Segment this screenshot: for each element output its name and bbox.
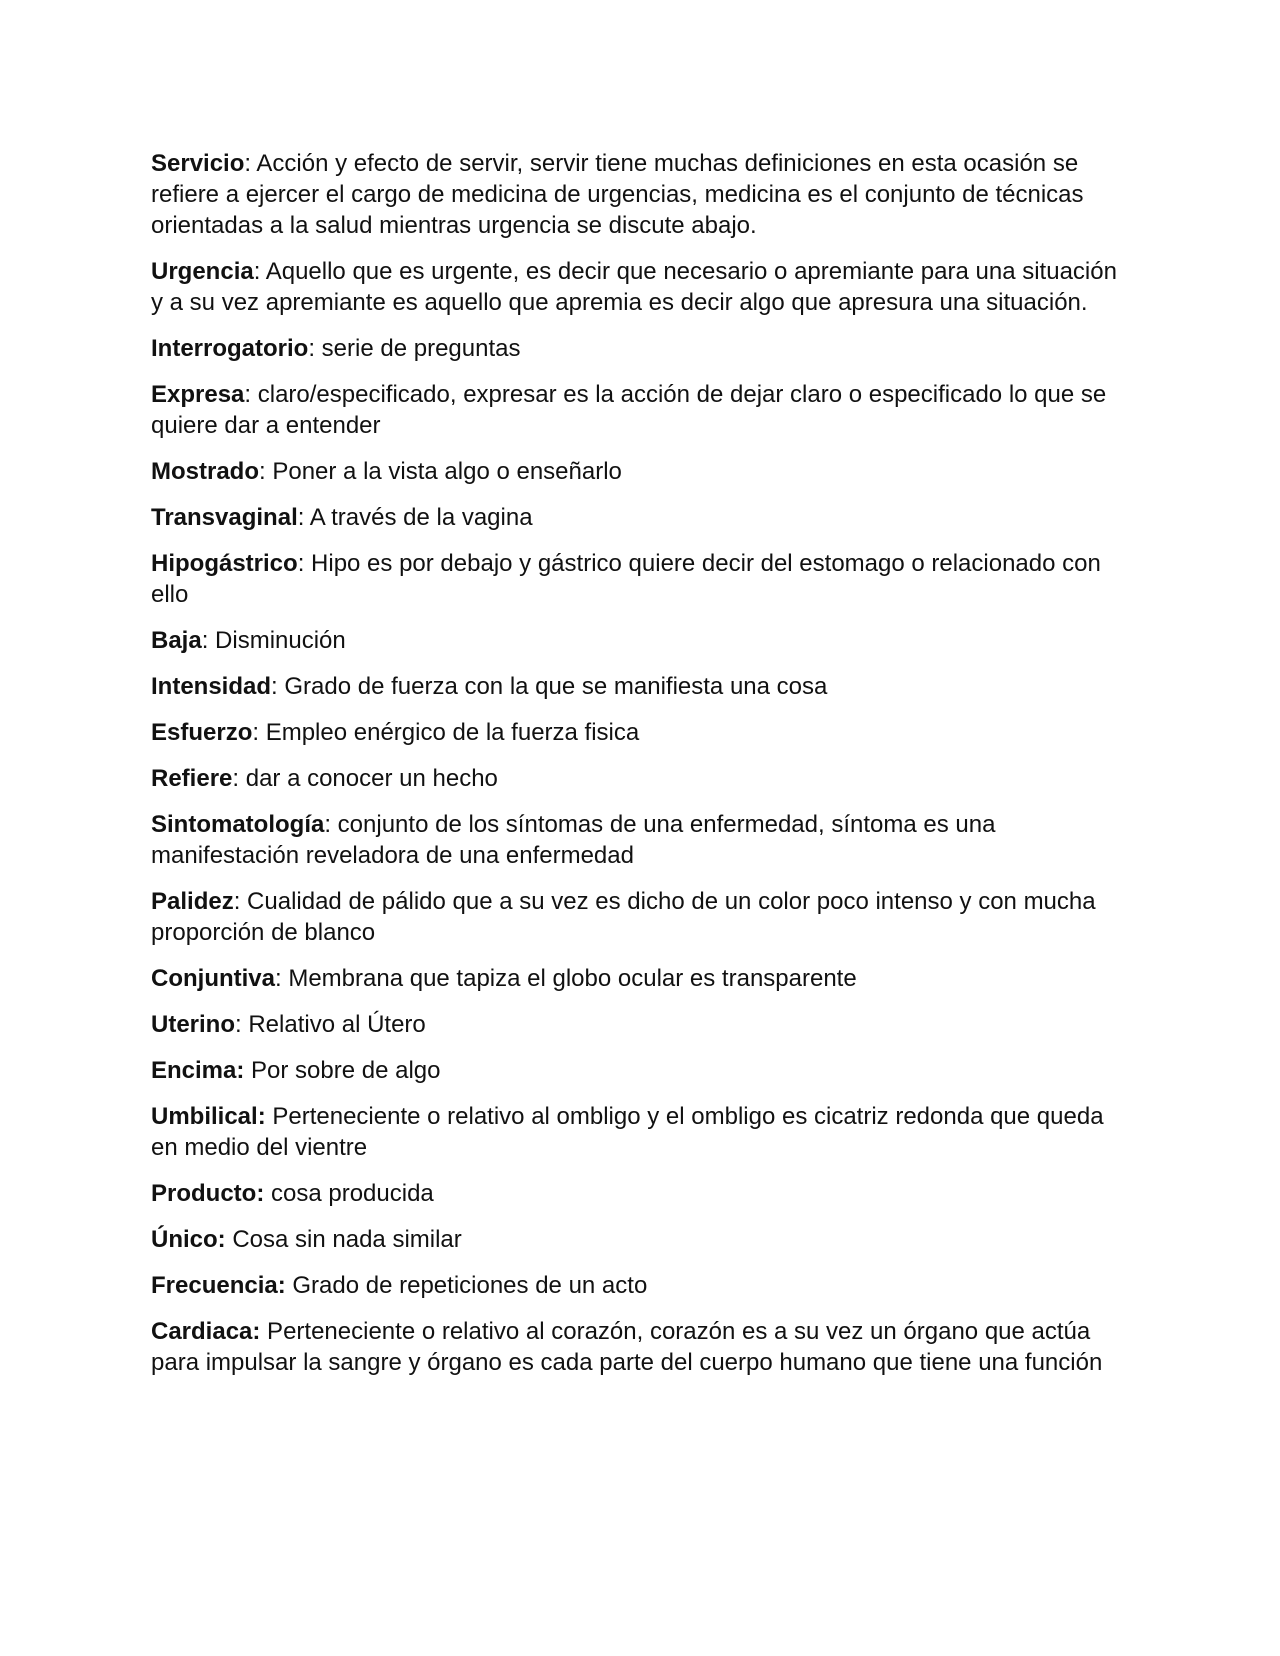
glossary-term: Palidez [151,888,234,915]
glossary-definition: serie de preguntas [315,335,521,362]
term-separator: : [271,673,278,700]
glossary-definition: Grado de repeticiones de un acto [285,1272,648,1299]
glossary-term: Frecuencia: [151,1272,286,1299]
term-separator: : [297,550,305,577]
glossary-definition: Acción y efecto de servir, servir tiene muchas definiciones en esta ocasión se refiere a ejercer el cargo de medicina de urgencias, medicina es el conjunto de técnicas orientadas a la salud mientras urgencia se discute abajo. [151,150,1084,239]
glossary-entry [151,1178,1130,1209]
glossary-term: Expresa [151,381,245,408]
term-separator: : [259,458,266,485]
glossary-entry [151,763,1130,794]
term-separator: : [235,1011,242,1038]
glossary-definition: Grado de fuerza con la que se manifiesta una cosa [277,673,828,700]
glossary-definition: claro/especificado, expresar es la acción de dejar claro o especificado lo que se quiere dar a entender [151,381,1107,439]
glossary-entry [151,333,1130,364]
glossary-entry [151,809,1130,871]
glossary-definition: Perteneciente o relativo al ombligo y el ombligo es cicatriz redonda que queda en medio del vientre [151,1103,1104,1161]
glossary-definition: Hipo es por debajo y gástrico quiere decir del estomago o relacionado con ello [151,550,1101,608]
term-separator: : [201,627,209,654]
glossary-term: Interrogatorio [151,335,309,362]
glossary-entry [151,148,1130,241]
glossary-entry [151,256,1130,318]
glossary-entry [151,1270,1130,1301]
glossary-term: Transvaginal [151,504,298,531]
glossary-definition: Membrana que tapiza el globo ocular es transparente [281,965,857,992]
glossary-term: Sintomatología [151,811,325,838]
glossary-term: Mostrado [151,458,259,485]
glossary-entry [151,1316,1130,1378]
glossary-definition: Relativo al Útero [241,1011,426,1038]
glossary-definition: Empleo enérgico de la fuerza fisica [259,719,640,746]
glossary-term: Hipogástrico [151,550,298,577]
glossary-term: Baja [151,627,202,654]
glossary-entry [151,456,1130,487]
glossary-term: Esfuerzo [151,719,253,746]
glossary-entry [151,1101,1130,1163]
glossary-term: Servicio [151,150,245,177]
term-separator: : [253,258,261,285]
glossary-entry [151,717,1130,748]
glossary-definition: Poner a la vista algo o enseñarlo [265,458,622,485]
term-separator: : [232,765,240,792]
term-separator: : [308,335,316,362]
glossary-term: Cardiaca: [151,1318,261,1345]
glossary-entry [151,1009,1130,1040]
glossary-definition: Por sobre de algo [244,1057,441,1084]
glossary-definition: Disminución [208,627,346,654]
glossary-entry [151,671,1130,702]
term-separator: : [297,504,305,531]
glossary-definition: dar a conocer un hecho [239,765,498,792]
glossary-term: Umbilical: [151,1103,266,1130]
glossary-term: Encima: [151,1057,245,1084]
glossary-list [151,148,1130,1378]
glossary-term: Conjuntiva [151,965,275,992]
glossary-term: Producto: [151,1180,265,1207]
term-separator: : [244,381,252,408]
term-separator: : [252,719,260,746]
glossary-definition: Perteneciente o relativo al corazón, corazón es a su vez un órgano que actúa para impulsar la sangre y órgano es cada parte del cuerpo humano que tiene una función [151,1318,1103,1376]
glossary-entry [151,1055,1130,1086]
glossary-entry [151,886,1130,948]
glossary-definition: Aquello que es urgente, es decir que necesario o apremiante para una situación y a su vez apremiante es aquello que apremia es decir algo que apresura una situación. [151,258,1117,316]
glossary-term: Intensidad [151,673,272,700]
glossary-entry [151,502,1130,533]
glossary-definition: A través de la vagina [304,504,533,531]
glossary-entry [151,548,1130,610]
glossary-term: Uterino [151,1011,235,1038]
glossary-definition: Cosa sin nada similar [225,1226,462,1253]
glossary-entry [151,625,1130,656]
term-separator: : [244,150,252,177]
glossary-term: Único: [151,1226,226,1253]
term-separator: : [233,888,241,915]
term-separator: : [275,965,282,992]
glossary-entry [151,963,1130,994]
glossary-entry [151,379,1130,441]
glossary-definition: Cualidad de pálido que a su vez es dicho de un color poco intenso y con mucha proporción de blanco [151,888,1096,946]
glossary-term: Refiere [151,765,233,792]
glossary-definition: cosa producida [264,1180,434,1207]
term-separator: : [324,811,332,838]
glossary-definition: conjunto de los síntomas de una enfermedad, síntoma es una manifestación reveladora de una enfermedad [151,811,996,869]
glossary-term: Urgencia [151,258,254,285]
glossary-entry [151,1224,1130,1255]
